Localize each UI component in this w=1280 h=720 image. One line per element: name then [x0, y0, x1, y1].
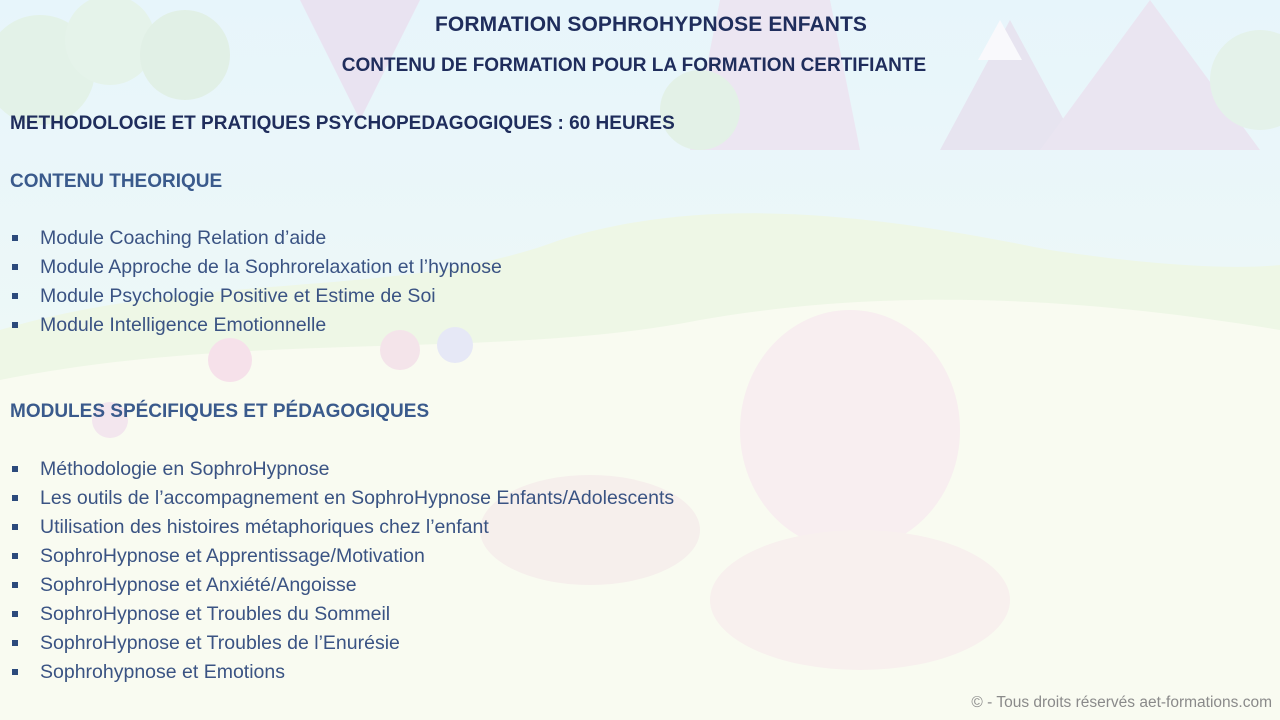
list-item-label: Sophrohypnose et Emotions: [40, 661, 285, 683]
bullet-icon: [12, 640, 18, 646]
list-item: [0, 658, 674, 687]
list-item-label: SophroHypnose et Apprentissage/Motivation: [40, 545, 425, 567]
bullet-icon: [12, 235, 18, 241]
list-item: [0, 455, 674, 484]
list-item-label: Module Psychologie Positive et Estime de Soi: [40, 285, 436, 307]
list-item-label: SophroHypnose et Anxiété/Angoisse: [40, 574, 357, 596]
list-item: [0, 571, 674, 600]
theory-list: [0, 224, 502, 340]
list-item: [0, 600, 674, 629]
list-item-label: Module Approche de la Sophrorelaxation et l’hypnose: [40, 256, 502, 278]
list-item: [0, 629, 674, 658]
list-item-label: Méthodologie en SophroHypnose: [40, 458, 330, 480]
bullet-icon: [12, 524, 18, 530]
list-item-label: Les outils de l’accompagnement en SophroHypnose Enfants/Adolescents: [40, 487, 675, 509]
list-item: [0, 542, 674, 571]
bullet-icon: [12, 611, 18, 617]
page-subtitle: CONTENU DE FORMATION POUR LA FORMATION CERTIFIANTE: [341, 55, 927, 76]
list-item: [0, 484, 674, 513]
bullet-icon: [12, 553, 18, 559]
bullet-icon: [12, 669, 18, 675]
bullet-icon: [12, 322, 18, 328]
list-item-label: SophroHypnose et Troubles du Sommeil: [40, 603, 391, 625]
list-item: [0, 224, 502, 253]
bullet-icon: [12, 293, 18, 299]
bullet-icon: [12, 582, 18, 588]
modules-list: [0, 455, 674, 687]
section-heading: METHODOLOGIE ET PRATIQUES PSYCHOPEDAGOGIQUES : 60 HEURES: [10, 113, 675, 134]
bullet-icon: [12, 466, 18, 472]
modules-heading: MODULES SPÉCIFIQUES ET PÉDAGOGIQUES: [10, 401, 430, 422]
page-title: FORMATION SOPHROHYPNOSE ENFANTS: [434, 13, 868, 36]
bullet-icon: [12, 264, 18, 270]
copyright-footer: © - Tous droits réservés aet-formations.com: [971, 694, 1272, 711]
list-item-label: SophroHypnose et Troubles de l’Enurésie: [40, 632, 400, 654]
list-item: [0, 253, 502, 282]
list-item: [0, 513, 674, 542]
bullet-icon: [12, 495, 18, 501]
theory-heading: CONTENU THEORIQUE: [10, 171, 223, 192]
list-item-label: Module Coaching Relation d’aide: [40, 227, 327, 249]
list-item-label: Utilisation des histoires métaphoriques chez l’enfant: [40, 516, 489, 538]
list-item: [0, 282, 502, 311]
list-item-label: Module Intelligence Emotionnelle: [40, 314, 327, 336]
list-item: [0, 311, 502, 340]
